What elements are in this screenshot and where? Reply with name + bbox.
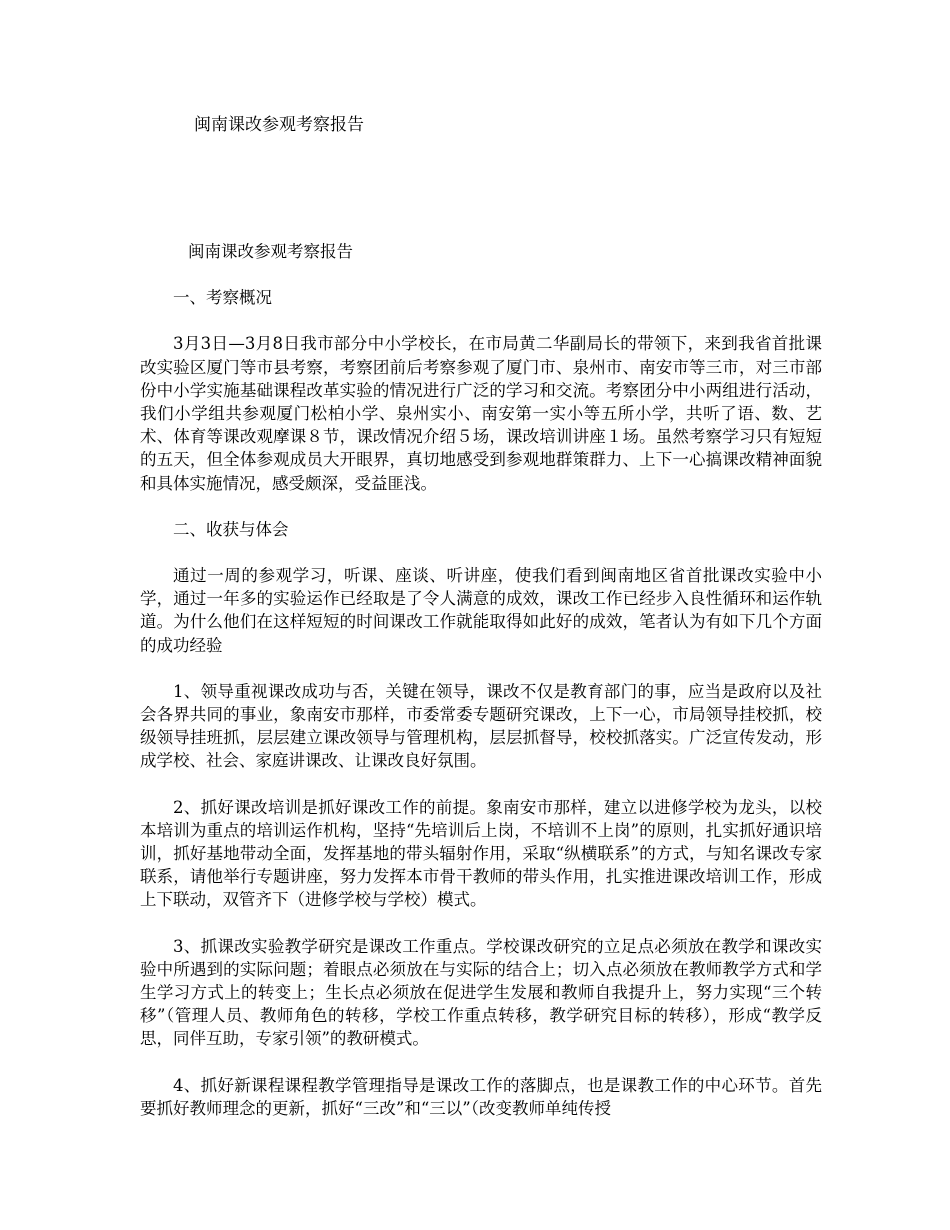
paragraph-point-2: 2、抓好课改培训是抓好课改工作的前提。象南安市那样，建立以进修学校为龙头，以校本培训为重点的培训运作机构，坚持“先培训后上岗，不培训不上岗”的原则，扎实抓好通识培训，抓好基地带动全面，发挥基地的带头辐射作用，采取“纵横联系”的方式，与知名课改专家联系，请他举行专题讲座，努力发挥本市骨干教师的带头作用，扎实推进课改培训工作，形成上下联动，双管齐下（进修学校与学校）模式。 <box>140 797 822 910</box>
paragraph-overview: 3月3日—3月8日我市部分中小学校长，在市局黄二华副局长的带领下，来到我省首批课改实验区厦门等市县考察，考察团前后考察参观了厦门市、泉州市、南安市等三市，对三市部份中小学实施基础课程改革实验的情况进行广泛的学习和交流。考察团分中小两组进行活动，我们小学组共参观厦门松柏小学、泉州实小、南安第一实小等五所小学，共听了语、数、艺术、体育等课改观摩课８节，课改情况介绍５场，课改培训讲座１场。虽然考察学习只有短短的五天，但全体参观成员大开眼界，真切地感受到参观地群策群力、上下一心搞课改精神面貌和具体实施情况，感受颇深，受益匪浅。 <box>140 334 822 493</box>
document-body <box>140 240 822 1143</box>
paragraph-gains-intro: 通过一周的参观学习，听课、座谈、听讲座，使我们看到闽南地区省首批课改实验中小学，通过一年多的实验运作已经取是了令人满意的成效，课改工作已经步入良性循环和运作轨道。为什么他们在这样短短的时间课改工作就能取得如此好的成效，笔者认为有如下几个方面的成功经验 <box>140 566 822 655</box>
section-heading-gains: 二、收获与体会 <box>173 519 289 539</box>
paragraph-point-1: 1、领导重视课改成功与否，关键在领导，课改不仅是教育部门的事，应当是政府以及社会各界共同的事业，象南安市那样，市委常委专题研究课改，上下一心，市局领导挂校抓，校级领导挂班抓，层层建立课改领导与管理机构，层层抓督导，校校抓落实。广泛宣传发动，形成学校、社会、家庭讲课改、让课改良好氛围。 <box>140 681 822 771</box>
document-subtitle: 闽南课改参观考察报告 <box>188 242 353 261</box>
paragraph-point-3: 3、抓课改实验教学研究是课改工作重点。学校课改研究的立足点必须放在教学和课改实验中所遇到的实际问题；着眼点必须放在与实际的结合上；切入点必须放在教师教学方式和学生学习方式上的转变上；生长点必须放在促进学生发展和教师自我提升上，努力实现“三个转移”（管理人员、教师角色的转移，学校工作重点转移，教学研究目标的转移），形成“教学反思，同伴互助，专家引领”的教研模式。 <box>140 936 822 1049</box>
document-header-title: 闽南课改参观考察报告 <box>194 115 364 135</box>
paragraph-point-4: 4、抓好新课程课程教学管理指导是课改工作的落脚点，也是课教工作的中心环节。首先要抓好教师理念的更新，抓好“三改”和“三以”（改变教师单纯传授 <box>140 1075 822 1118</box>
section-heading-overview: 一、考察概况 <box>173 288 272 308</box>
